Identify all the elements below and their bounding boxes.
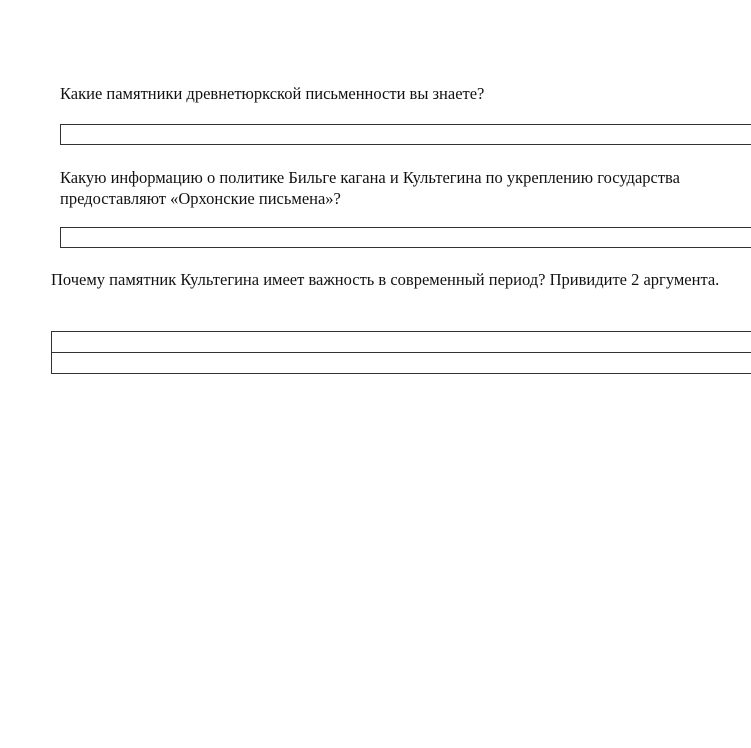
- answer-table-3: [51, 331, 751, 374]
- question-1-text: Какие памятники древнетюркской письменности вы знаете?: [60, 84, 485, 103]
- answer-field-3-argument-1[interactable]: [52, 332, 751, 353]
- answer-field-1[interactable]: [60, 124, 751, 145]
- answer-field-3-argument-2[interactable]: [52, 353, 751, 374]
- question-3-text: Почему памятник Культегина имеет важность в современный период? Привидите 2 аргумента.: [51, 270, 720, 289]
- question-2-text: Какую информацию о политике Бильге кагана и Культегина по укреплению государства предоставляют «Орхонские письмена»?: [60, 168, 680, 208]
- answer-field-2[interactable]: [60, 227, 751, 248]
- answer-row: [52, 332, 751, 353]
- answer-row: [52, 353, 751, 374]
